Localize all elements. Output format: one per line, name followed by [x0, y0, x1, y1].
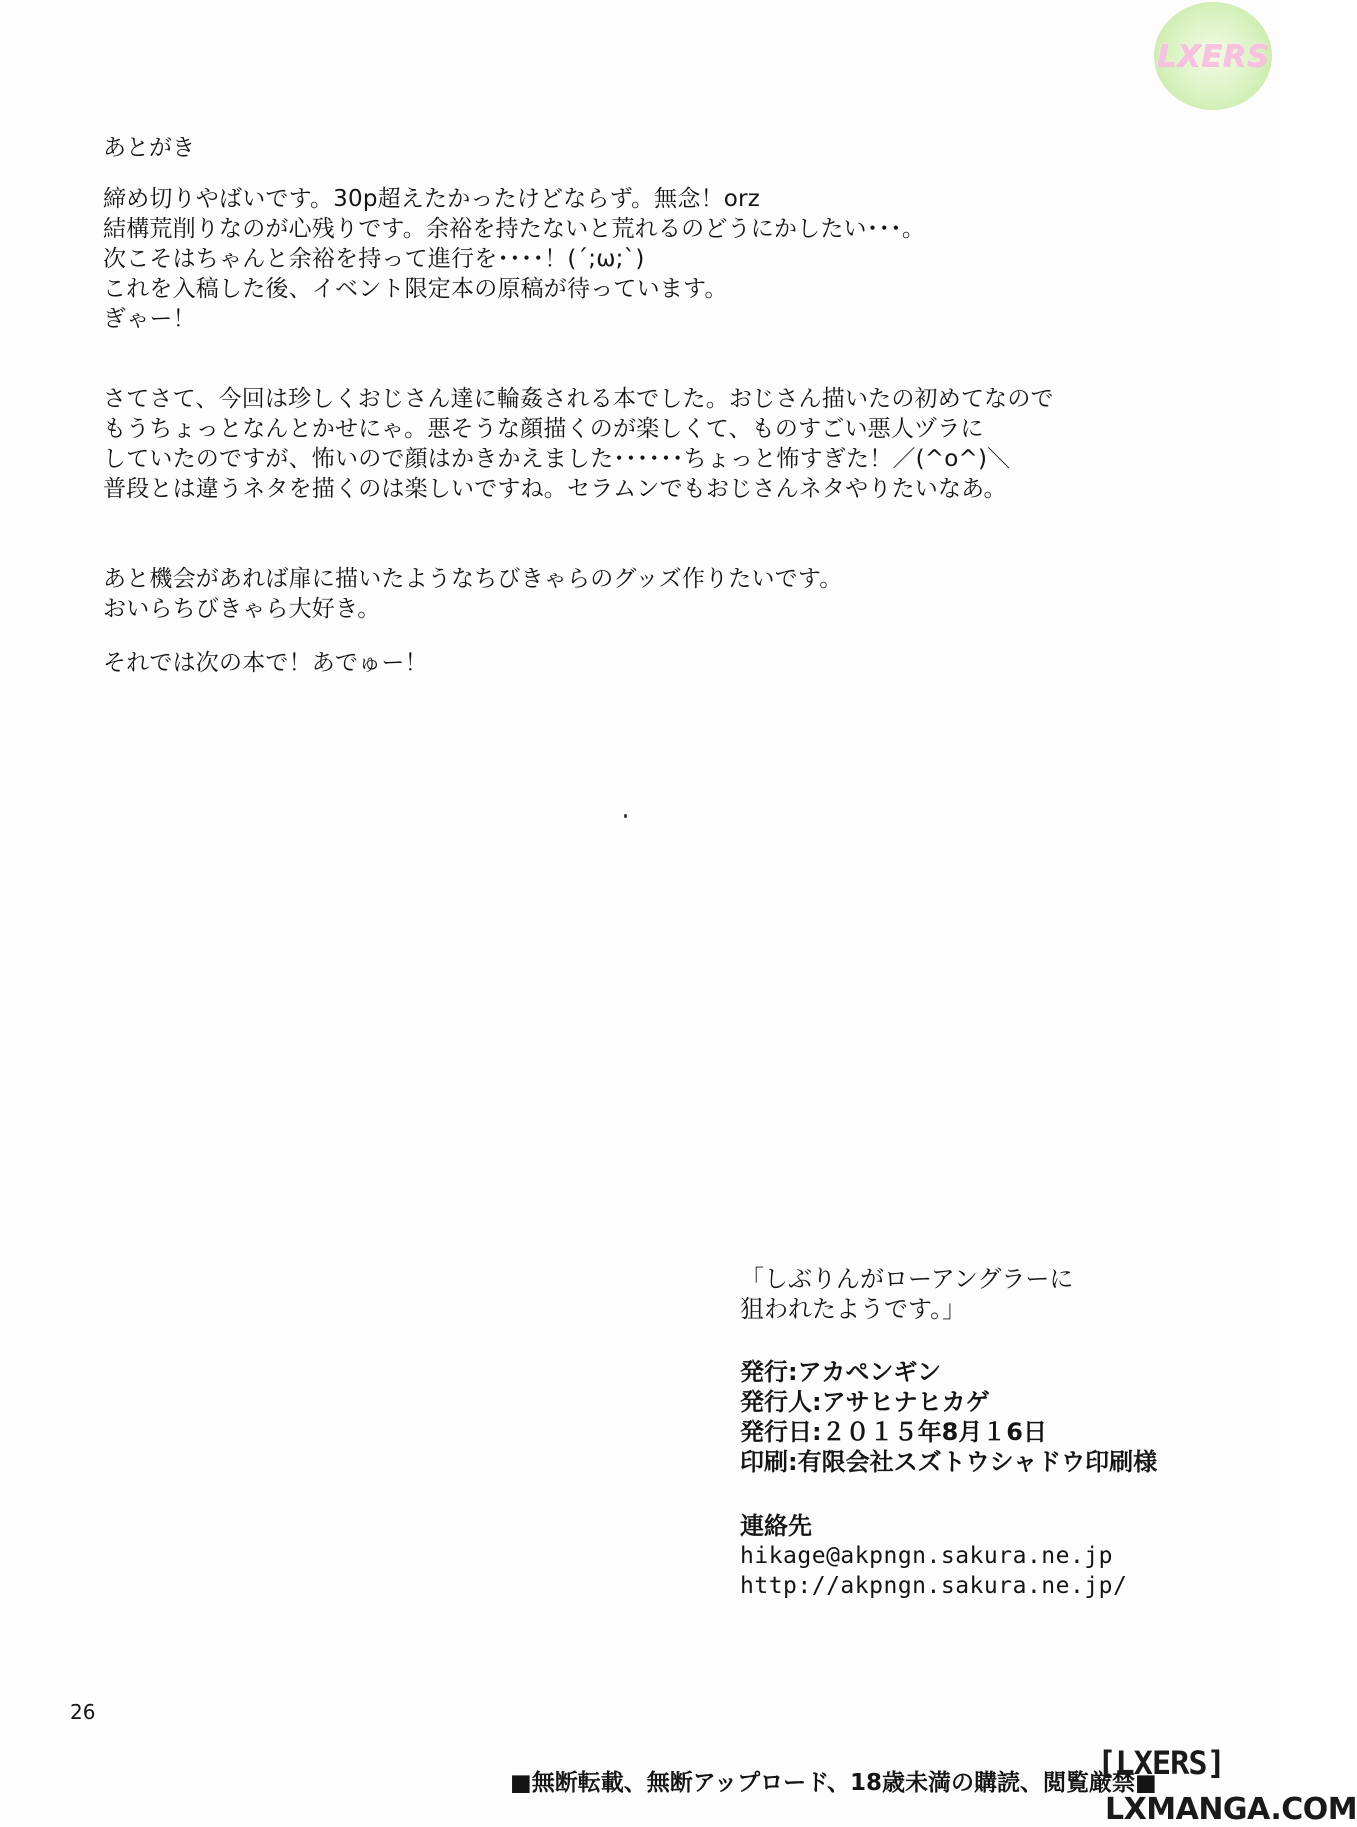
scan-speck: [624, 814, 627, 818]
contact-info: [740, 1511, 1127, 1601]
contact-email: hikage@akpngn.sakura.ne.jp: [740, 1543, 1114, 1569]
author-line: 発行人:アサヒナヒカゲ: [740, 1388, 990, 1416]
afterword-paragraph-4: [103, 648, 428, 678]
paragraph-line: さてさて、今回は珍しくおじさん達に輪姦される本でした。おじさん描いたの初めてなので: [103, 386, 1054, 412]
paragraph-line: 普段とは違うネタを描くのは楽しいですね。セラムンでもおじさんネタやりたいなあ。: [103, 476, 1007, 502]
page-number: 26: [70, 1700, 96, 1724]
paragraph-line: 締め切りやばいです。30p超えたかったけどならず。無念！orz: [103, 186, 760, 212]
paragraph-line: これを入稿した後、イベント限定本の原稿が待っています。: [103, 276, 728, 302]
afterword-paragraph-3: [103, 564, 842, 624]
publisher-line: 発行:アカペンギン: [740, 1358, 942, 1386]
colophon: [740, 1264, 1157, 1477]
afterword-paragraph-1: [103, 184, 925, 334]
paragraph-line: 次こそはちゃんと余裕を持って進行を････！(´;ω;`): [103, 246, 645, 272]
contact-label: 連絡先: [740, 1512, 812, 1540]
lxers-logo-watermark: [1154, 2, 1272, 110]
paragraph-line: もうちょっとなんとかせにゃ。悪そうな顔描くのが楽しくて、ものすごい悪人ヅラに: [103, 416, 984, 442]
book-title-line: 狙われたようです。」: [740, 1295, 967, 1323]
lxers-bracket-watermark: [1097, 1735, 1225, 1791]
paragraph-line: あと機会があれば扉に描いたようなちびきゃらのグッズ作りたいです。: [103, 566, 843, 592]
printer-line: 印刷:有限会社スズトウシャドウ印刷様: [740, 1448, 1158, 1476]
afterword-paragraph-2: [103, 384, 1054, 504]
paragraph-line: ぎゃー！: [103, 306, 196, 332]
copyright-notice: ■無断転載、無断アップロード、18歳未満の購読、閲覧厳禁■: [510, 1770, 1157, 1796]
publish-date-line: 発行日:２０１５年8月１6日: [740, 1418, 1047, 1446]
paragraph-line: 結構荒削りなのが心残りです。余裕を持たないと荒れるのどうにかしたい･･･。: [103, 216, 926, 242]
book-title-line: 「しぶりんがローアングラーに: [740, 1265, 1074, 1293]
paragraph-line: おいらちびきゃら大好き。: [103, 596, 381, 622]
afterword-heading: あとがき: [103, 135, 195, 161]
paragraph-line: していたのですが、怖いので顔はかきかえました･･････ちょっと怖すぎた！／(^o^)＼: [103, 446, 1011, 472]
site-watermark: LXMANGA.COM: [1105, 1792, 1357, 1827]
paragraph-line: それでは次の本で！あでゅー！: [103, 650, 428, 676]
lxers-logo-text: LXERS: [1156, 38, 1270, 74]
publication-credits: [740, 1357, 1157, 1477]
lxers-bracket-text: [LXERS]: [1097, 1744, 1225, 1782]
contact-url: http://akpngn.sakura.ne.jp/: [740, 1573, 1128, 1599]
